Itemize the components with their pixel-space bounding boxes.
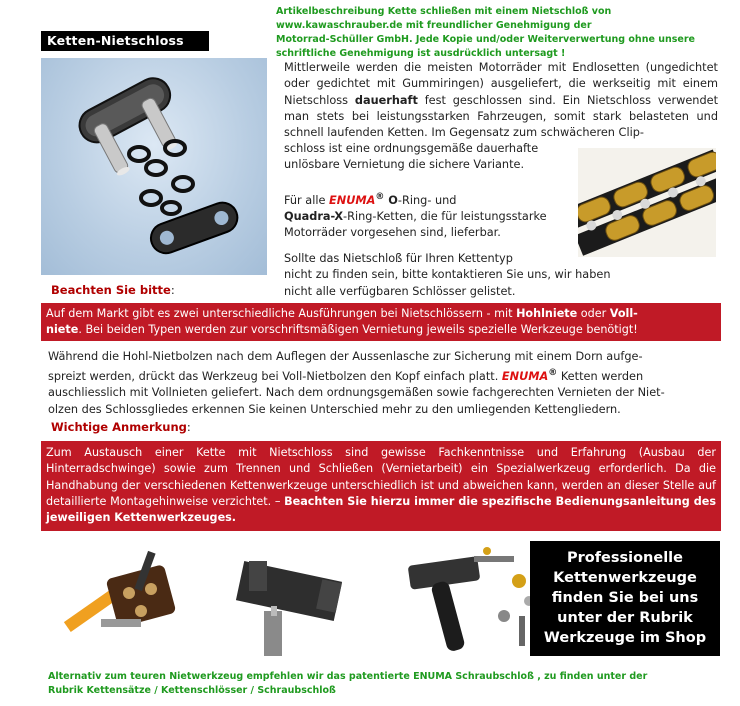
page-title: Ketten-Nietschloss — [41, 31, 209, 51]
copyright-note: Artikelbeschreibung Kette schließen mit einem Nietschloß von www.kawaschrauber.de mit freundlicher Genehmigung der Motorrad-Schüller GmbH. Jede Kopie und/oder Weiterverwertung ohne unsere schriftliche Genehmigung ist ausdrücklich untersagt ! — [276, 5, 738, 61]
category-path[interactable]: Rubrik Kettensätze / Kettenschlösser / Schraubschloß — [48, 685, 336, 696]
shop-link-box[interactable]: Professionelle Kettenwerkzeuge finden Sie bei uns unter der Rubrik Werkzeuge im Shop — [530, 541, 720, 656]
important-heading: Wichtige Anmerkung: — [51, 420, 191, 434]
enuma-text: Für alle ENUMA® O-Ring- und Quadra-X-Ring-Ketten, die für leistungsstarke Motorräder vorgesehen sind, lieferbar. — [284, 192, 547, 240]
chain-tool-photo-2[interactable] — [209, 541, 369, 656]
chain-tool-photo-1[interactable] — [41, 541, 201, 656]
source-link[interactable]: www.kawaschrauber.de mit freundlicher Genehmigung der — [276, 20, 592, 31]
contact-text: Sollte das Nietschloß für Ihren Kettentyp nicht zu finden sein, bitte kontaktieren Sie uns, wir haben nicht alle verfügbaren Schlösser gelistet. — [284, 252, 611, 298]
notice-heading: Beachten Sie bitte: — [51, 283, 175, 297]
footer-recommendation: Alternativ zum teuren Nietwerkzeug empfehlen wir das patentierte ENUMA Schraubschloß , zu finden unter der Rubrik Kettensätze / Kettenschlösser / Schraubschloß — [48, 670, 738, 698]
enuma-logo: ENUMA — [501, 370, 549, 384]
rivet-types-box: Auf dem Markt gibt es zwei unterschiedliche Ausführungen bei Nietschlössern - mit Hohlniete oder Voll- niete. Bei beiden Typen werden zur vorschriftsmäßigen Vernietung jeweils spezielle Werkzeuge benötigt! — [41, 302, 721, 342]
rivet-link-photo — [41, 58, 267, 275]
rivet-explanation: Während die Hohl-Nietbolzen nach dem Auflegen der Aussenlasche zur Sicherung mit einem Dorn aufge- spreizt werden, drückt das Werkzeug bei Voll-Nietbolzen den Kopf einfach platt. ENUMA® Ketten werden auschliesslich mit Vollnieten geliefert. Nach dem ordnungsgemäßen sowie fachgerechten Vernieten der Niet- olzen des Schlossgliedes erkennen Sie keinen Unterschied mehr zu den umliegenden Kettengliedern. — [48, 350, 665, 416]
important-note-box: Zum Austausch einer Kette mit Nietschloss sind gewisse Fachkenntnisse und Erfahrung (Ausbau der Hinterradschwinge) sowie zum Trennen und Schließen (Vernietarbeit) ein Spezialwerkzeug erforderlich. Da die Handhabung der verschiedenen Kettenwerkzeuge unterschiedlich ist und abweichen kann, werden an dieser Stelle auf detaillierte Montagehinweise verzichtet. – Beachten Sie hierzu immer die spezifische Bedienungsanleitung des jeweiligen Kettenwerkzeuges. — [41, 440, 721, 532]
intro-text: Mittlerweile werden die meisten Motorräder mit Endlosetten (ungedichtet oder gedichtet mit Gummiringen) ausgeliefert, die werkseitig mit einem Nietschloss dauerhaft fest geschlossen sind. Ein Nietschloss verwendet man stets bei leistungsstarken Fahrzeugen, somit stark belasteten und schnell laufenden Ketten. Im Gegensatz zum schwächeren Clip- — [284, 61, 718, 140]
enuma-logo: ENUMA — [329, 193, 376, 207]
intro-continued: schloss ist eine ordnungsgemäße dauerhafte unlösbare Vernietung die sichere Variante. — [284, 142, 539, 172]
chain-photo — [578, 148, 716, 257]
